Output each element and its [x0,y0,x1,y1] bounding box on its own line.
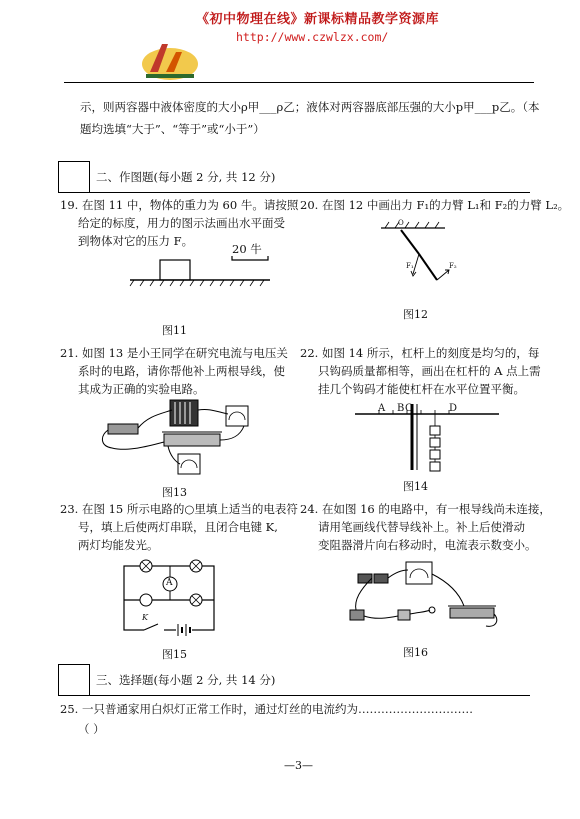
q22-label-d: D [449,403,458,414]
q24-figure [340,560,500,634]
section3-divider [90,695,530,696]
page-number: —3— [284,759,313,772]
section2-title: 二、作图题(每小题 2 分, 共 12 分) [96,170,276,184]
q20-label-f2: F₂ [449,262,457,270]
q21-line-3: 其成为正确的实验电路。 [78,382,205,396]
q22-line-1: 22. 如图 14 所示，杠杆上的刻度是均匀的，每 [300,346,540,360]
section3-title: 三、选择题(每小题 2 分, 共 14 分) [96,673,276,687]
q22-line-3: 挂几个钩码才能使杠杆在水平位置平衡。 [318,382,525,396]
q23-circuit [120,562,220,638]
intro-line-2: 题均选填“大于”、“等于”或“小于”） [80,122,265,136]
q21-figure [98,396,258,482]
q19-scale-label: 20 牛 [232,242,262,256]
q21-line-1: 21. 如图 13 是小王同学在研究电流与电压关 [60,346,288,360]
q20-label-f1: F₁ [406,262,414,270]
q22-label-b: B [397,403,405,414]
q20-figure [375,220,475,300]
intro-line-1: 示，则两容器中液体密度的大小ρ甲___ρ乙；液体对两容器底部压强的大小p甲___p乙。（本 [80,100,540,114]
q23-line-2: 号，填上后使两灯串联，且闭合电键 K, [78,520,278,534]
score-box [58,161,90,193]
q20-figure-caption: 图12 [403,308,428,321]
q21-figure-caption: 图13 [162,486,187,499]
q24-line-1: 24. 在如图 16 的电路中，有一根导线尚未连接， [300,502,551,516]
q20-line-1: 20. 在图 12 中画出力 F₁的力臂 L₁和 F₂的力臂 L₂。 [300,198,570,212]
q22-line-2: 只钩码质量都相等，画出在杠杆的 A 点上需 [318,364,541,378]
q25-line-1: 25. 一只普通家用白炽灯正常工作时，通过灯丝的电流约为………………………… [60,702,473,716]
q19-line-1: 19. 在图 11 中，物体的重力为 60 牛。请按照 [60,198,299,212]
q19-figure-caption: 图11 [162,324,187,337]
q21-line-2: 系时的电路，请你帮他补上两根导线，使 [78,364,285,378]
q22-figure-caption: 图14 [403,480,428,493]
q23-line-1: 23. 在图 15 所示电路的○里填上适当的电表符 [60,502,298,516]
q20-label-o: O [398,219,404,227]
q23-switch-label: K [142,613,148,622]
header-divider [64,82,534,83]
q24-figure-caption: 图16 [403,646,428,659]
section2-divider [90,192,530,193]
q22-figure [355,400,505,474]
q19-line-2: 给定的标度，用力的图示法画出水平面受 [78,216,285,230]
q23-meter-symbol: A [166,578,173,588]
header-title: 《初中物理在线》新课标精品教学资源库 [196,12,440,27]
logo-icon [140,38,200,84]
q23-line-3: 两灯均能发光。 [78,538,159,552]
q23-figure-caption: 图15 [162,648,187,661]
q24-line-2: 请用笔画线代替导线补上。补上后使滑动 [318,520,525,534]
q22-label-a: A [378,403,386,414]
score-box-2 [58,664,90,696]
q22-label-c: C [405,403,413,414]
header-url[interactable]: http://www.czwlzx.com/ [236,30,389,44]
q24-line-3: 变阻器滑片向右移动时，电流表示数变小。 [318,538,537,552]
q25-line-2: （ ） [78,722,105,736]
q19-figure [120,250,280,300]
q19-line-3: 到物体对它的压力 F。 [78,234,194,248]
